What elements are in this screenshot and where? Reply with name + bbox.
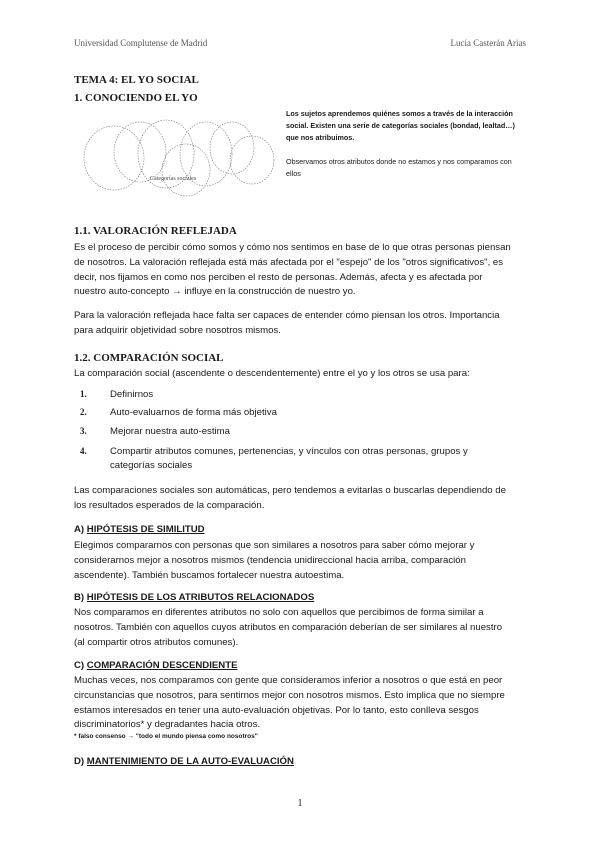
intro-text-2: Observamos otros atributos donde no estamos y nos comparamos con ellos — [286, 157, 512, 178]
category-circle — [230, 136, 274, 184]
section-1-heading: 1. CONOCIENDO EL YO — [74, 92, 198, 104]
figure-label: Categorías sociales — [150, 176, 197, 182]
subsection-a-heading: A) HIPÓTESIS DE SIMILITUD — [74, 524, 205, 535]
list-item: 1. Definirnos — [80, 389, 154, 400]
section-1-2-paragraph: Las comparaciones sociales son automáticas, pero tendemos a evitarlas o buscarlas dependiendo de los resultados esperados de la comparación. — [74, 485, 506, 511]
section-1-1-heading: 1.1. VALORACIÓN REFLEJADA — [74, 225, 237, 237]
footnote: * falso consenso → "todo el mundo piensa como nosotros" — [74, 733, 258, 740]
subsection-c-heading: C) COMPARACIÓN DESCENDIENTE — [74, 660, 238, 671]
subsection-d-heading: D) MANTENIMIENTO DE LA AUTO-EVALUACIÓN — [74, 756, 294, 767]
intro-text: Los sujetos aprendemos quiénes somos a través de la interacción social. Existen una serie de categorías sociales (bondad, lealtad…) que nos atribuimos. — [286, 109, 515, 142]
social-categories-figure — [74, 110, 280, 204]
category-circle — [84, 126, 144, 190]
section-1-1-paragraph: Es el proceso de percibir cómo somos y cómo nos sentimos en base de lo que otras personas piensan de nosotros. La valoración reflejada está más afectada por el "espejo" de los "otros significativos", es decir, nos fijamos en como nos perciben el resto de personas. Además, afecta y es afectada por nuestro auto-concepto → influye en la construcción de nuestro yo. — [74, 242, 511, 298]
header-author: Lucía Casterán Arias — [450, 38, 526, 48]
list-item: 3. Mejorar nuestra auto-estima — [80, 426, 230, 437]
subsection-b-text: Nos comparamos en diferentes atributos no solo con aquellos que percibimos de forma similar a nosotros. También con aquellos cuyos atributos en comparación deberían de ser similares al nuestro (al compartir otros atributos comunes). — [74, 607, 503, 648]
list-item: 4. Compartir atributos comunes, pertenencias, y vínculos con otras personas, grupos y categorías sociales — [80, 446, 468, 471]
page-number: 1 — [297, 798, 303, 809]
category-circle — [162, 144, 210, 196]
subsection-b-heading: B) HIPÓTESIS DE LOS ATRIBUTOS RELACIONADOS — [74, 592, 315, 603]
subsection-c-text: Muchas veces, nos comparamos con gente que consideramos inferior a nosotros o que está en peor circunstancias que nosotros, para sentirnos mejor con nosotros mismos. Esto implica que no siempre estamos interesados en tener una auto-evaluación objetivas. Por lo tanto, esto conlleva sesgos discriminatorios* y degradantes hacia otros. — [74, 675, 505, 731]
page-title: TEMA 4: EL YO SOCIAL — [74, 74, 199, 86]
category-circle — [114, 122, 166, 182]
category-circle — [210, 122, 254, 174]
section-1-2-intro: La comparación social (ascendente o descendentemente) entre el yo y los otros se usa para: — [74, 368, 470, 379]
list-item: 2. Auto-evaluarnos de forma más objetiva — [80, 407, 277, 418]
subsection-a-text: Elegimos compararnos con personas que son similares a nosotros para saber cómo mejorar y considerarnos mejor a nosotros mismos (tendencia unidireccional hacia arriba, comparación ascendente). También buscamos fortalecer nuestra autoestima. — [74, 540, 475, 581]
section-1-2-heading: 1.2. COMPARACIÓN SOCIAL — [74, 352, 224, 364]
section-1-1-paragraph-2: Para la valoración reflejada hace falta ser capaces de entender cómo piensan los otros. Importancia para adquirir objetividad sobre nosotros mismos. — [74, 310, 500, 336]
header-institution: Universidad Complutense de Madrid — [74, 38, 208, 48]
